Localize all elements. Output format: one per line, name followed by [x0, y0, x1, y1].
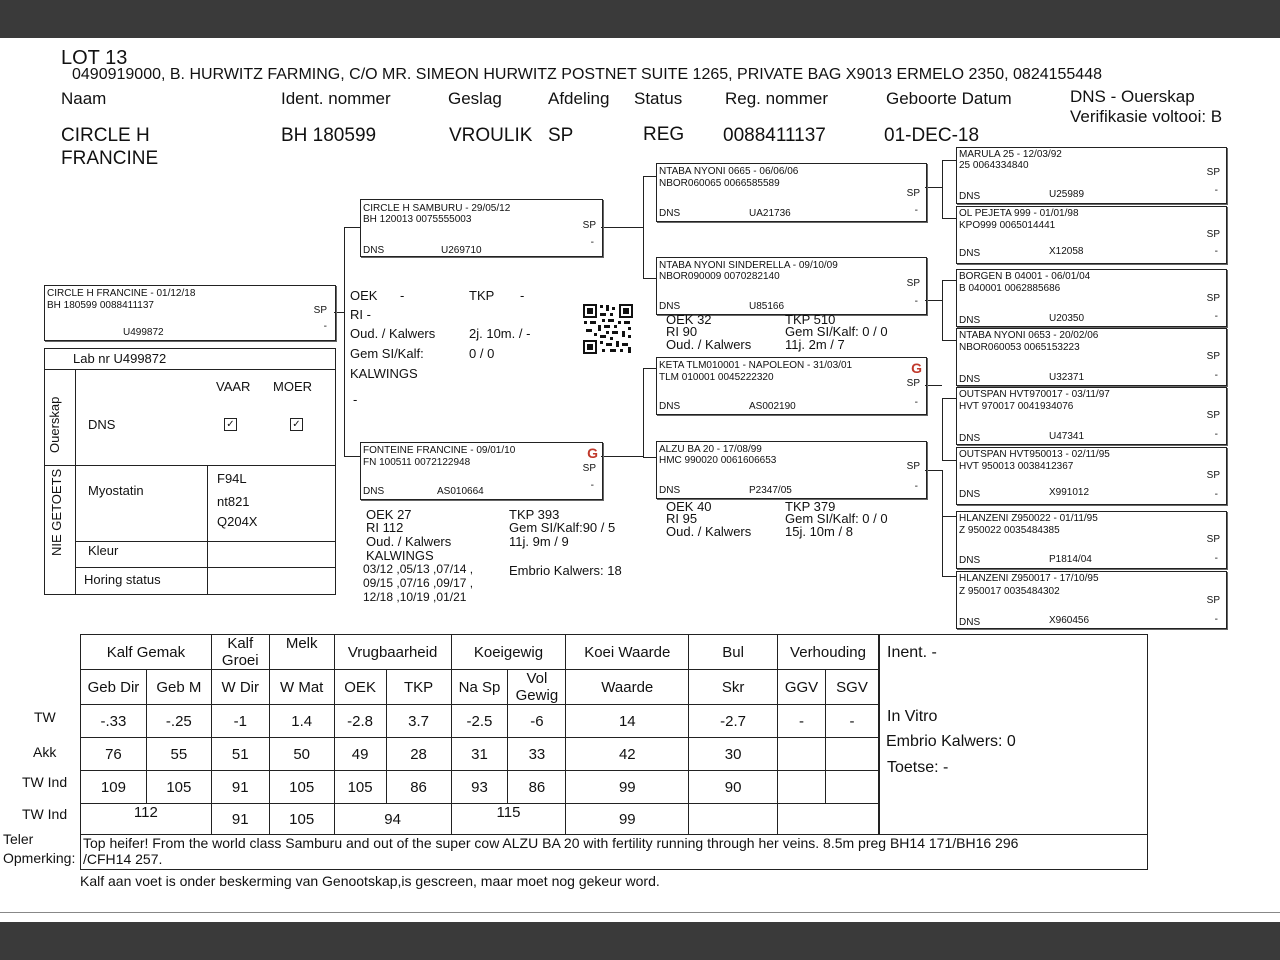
sd-dns: DNS: [659, 301, 681, 312]
table-cell: -2.7: [689, 705, 778, 738]
table-cell: 105: [269, 804, 334, 836]
table-cell: 28: [386, 738, 451, 771]
table-cell: 105: [146, 771, 211, 804]
reg-value: 0088411137: [723, 125, 826, 146]
dam-box: [360, 442, 603, 500]
dd-code: P2347/05: [749, 485, 792, 496]
group-koei-waarde: Koei Waarde: [566, 635, 689, 670]
table-cell: 105: [269, 771, 334, 804]
table-cell: -1: [211, 705, 269, 738]
dam-sire-box: [656, 357, 927, 415]
remarks-text-line2: /CFH14 257.: [83, 851, 163, 867]
dam-dns: DNS: [363, 486, 385, 497]
table-cell: 3.7: [386, 705, 451, 738]
myostatin-f94l: F94L: [217, 471, 247, 486]
dns-verification: Verifikasie voltooi: B: [1070, 107, 1223, 126]
dam-gem: Gem SI/Kalf:90 / 5: [509, 520, 616, 535]
inent-label: Inent. -: [887, 644, 937, 661]
table-cell: 91: [211, 804, 269, 836]
gg-dns: DNS: [959, 555, 981, 566]
gg-code: U32371: [1049, 372, 1085, 383]
sub-header: GGV: [778, 670, 826, 705]
table-cell: 76: [81, 738, 147, 771]
dd-dns: DNS: [659, 485, 681, 496]
ds-code: AS002190: [749, 401, 796, 412]
table-cell: 90: [689, 771, 778, 804]
table-cell: 33: [508, 738, 566, 771]
horing-status-label: Horing status: [84, 572, 161, 587]
table-cell: 115: [451, 804, 566, 836]
table-cell: 50: [269, 738, 334, 771]
sub-header: Waarde: [566, 670, 689, 705]
sd-id: NBOR090009 0070282140: [659, 271, 780, 282]
ped-line: [942, 516, 943, 576]
gg-title: HLANZENI Z950022 - 01/11/95: [959, 513, 1098, 524]
gg-dash: -: [1214, 246, 1218, 257]
gg-code: U47341: [1049, 431, 1085, 442]
sub-header: W Mat: [269, 670, 334, 705]
great-grandparent-box: [956, 571, 1227, 629]
table-cell: [689, 804, 778, 836]
gg-sp: SP: [1206, 595, 1220, 606]
dam-oek: OEK 27: [366, 507, 412, 522]
label-ident: Ident. nommer: [281, 89, 391, 108]
breeder-remarks-box: [80, 834, 1148, 870]
table-cell: 14: [566, 705, 689, 738]
table-cell: 31: [451, 738, 508, 771]
animal-oud-label: Oud. / Kalwers: [350, 326, 436, 341]
ident-value: BH 180599: [281, 125, 377, 146]
divider: [75, 567, 335, 568]
label-status: Status: [634, 89, 683, 108]
ped-line: [925, 187, 942, 188]
dd-ri: RI 95: [666, 511, 698, 526]
gg-dns: DNS: [959, 374, 981, 385]
dam-tkp: TKP 393: [509, 507, 560, 522]
divider: [45, 465, 335, 466]
table-cell: 112: [81, 804, 212, 836]
ped-line: [942, 160, 956, 161]
dam-calving-dates-3: 12/18 ,10/19 ,01/21: [363, 590, 467, 604]
table-cell: 99: [566, 771, 689, 804]
dd-oud-value: 15j. 10m / 8: [785, 524, 853, 539]
gg-title: OL PEJETA 999 - 01/01/98: [959, 208, 1079, 219]
animal-gem-label: Gem SI/Kalf:: [350, 346, 424, 361]
gg-sp: SP: [1206, 229, 1220, 240]
ped-line: [925, 300, 942, 301]
ped-line: [942, 280, 956, 281]
divider: [75, 369, 76, 594]
ss-dns: DNS: [659, 208, 681, 219]
dam-dash: -: [590, 480, 594, 491]
sd-ri: RI 90: [666, 324, 698, 339]
ds-dash: -: [914, 397, 918, 408]
group-melk: Melk: [269, 635, 334, 670]
gg-sp: SP: [1206, 351, 1220, 362]
gg-code: X960456: [1049, 615, 1090, 626]
gg-sp: SP: [1206, 167, 1220, 178]
gg-dns: DNS: [959, 191, 981, 202]
ped-line: [344, 456, 360, 457]
ds-id: TLM 010001 0045222320: [659, 372, 774, 383]
table-cell: [825, 771, 878, 804]
table-cell: -6: [508, 705, 566, 738]
dam-title: FONTEINE FRANCINE - 09/01/10: [363, 445, 516, 456]
lab-panel: [44, 348, 336, 595]
sd-sp: SP: [906, 278, 920, 289]
dd-dash: -: [914, 481, 918, 492]
footer-note: Kalf aan voet is onder beskerming van Genootskap,is gescreen, maar moet nog gekeur word.: [80, 873, 660, 889]
great-grandparent-box: [956, 147, 1227, 204]
label-geboorte: Geboorte Datum: [886, 89, 1012, 108]
sub-header: OEK: [334, 670, 386, 705]
sd-oud-value: 11j. 2m / 7: [785, 337, 845, 352]
ped-line: [344, 227, 345, 456]
label-afdeling: Afdeling: [548, 89, 610, 108]
gg-code: U20350: [1049, 313, 1085, 324]
dam-oud-value: 11j. 9m / 9: [509, 534, 569, 549]
table-cell: 51: [211, 738, 269, 771]
gg-title: OUTSPAN HVT950013 - 02/11/95: [959, 449, 1110, 460]
table-cell: [778, 804, 879, 836]
myostatin-q204x: Q204X: [217, 514, 258, 529]
gg-id: KPO999 0065014441: [959, 220, 1056, 231]
gg-title: OUTSPAN HVT970017 - 03/11/97: [959, 389, 1110, 400]
ped-line: [643, 457, 656, 458]
dam-embrio-kalwers: Embrio Kalwers: 18: [509, 563, 622, 578]
ss-title: NTABA NYONI 0665 - 06/06/06: [659, 166, 799, 177]
dam-oud-label: Oud. / Kalwers: [366, 534, 452, 549]
teler-label: Teler: [3, 831, 34, 847]
label-geslag: Geslag: [448, 89, 502, 108]
dam-calving-dates-1: 03/12 ,05/13 ,07/14 ,: [363, 562, 474, 576]
table-cell: 42: [566, 738, 689, 771]
ped-line: [942, 470, 943, 516]
table-cell: -2.8: [334, 705, 386, 738]
ped-line: [601, 456, 643, 457]
table-cell: -: [778, 705, 826, 738]
dd-gem: Gem SI/Kalf: 0 / 0: [785, 511, 888, 526]
great-grandparent-box: [956, 447, 1227, 505]
bottom-bar: [0, 922, 1280, 960]
table-row-tw-ind: [81, 771, 879, 804]
sire-code: U269710: [441, 245, 482, 256]
table-cell: 109: [81, 771, 147, 804]
row-label-tw-ind-2: TW Ind: [22, 806, 68, 822]
table-row-akk: [81, 738, 879, 771]
sub-header: Vol Gewig: [508, 670, 566, 705]
table-cell: 86: [508, 771, 566, 804]
table-cell: -: [825, 705, 878, 738]
animal-name-line2: FRANCINE: [61, 148, 159, 169]
sire-title: CIRCLE H SAMBURU - 29/05/12: [363, 203, 511, 214]
society-logo-icon: G: [587, 445, 598, 461]
dd-id: HMC 990020 0061606653: [659, 455, 777, 466]
gg-dash: -: [1214, 553, 1218, 564]
nie-getoets-vertical-label: NIE GETOETS: [49, 468, 64, 556]
ped-line: [344, 227, 360, 228]
gg-dash: -: [1214, 429, 1218, 440]
ped-line: [925, 470, 942, 471]
ped-line: [942, 398, 943, 460]
table-cell: 105: [334, 771, 386, 804]
divider: [75, 541, 335, 542]
divider: [45, 369, 335, 370]
dd-oek: OEK 40: [666, 499, 712, 514]
vaar-header: VAAR: [216, 379, 251, 394]
ped-line: [643, 368, 656, 369]
ped-line: [942, 280, 943, 340]
table-cell: [778, 771, 826, 804]
gg-dash: -: [1214, 370, 1218, 381]
dam-id: FN 100511 0072122948: [363, 457, 471, 468]
dam-kalwings-label: KALWINGS: [366, 548, 434, 563]
ds-sp: SP: [906, 378, 920, 389]
sd-oud-label: Oud. / Kalwers: [666, 337, 752, 352]
animal-title: CIRCLE H FRANCINE - 01/12/18: [47, 288, 196, 299]
gg-dash: -: [1214, 311, 1218, 322]
sd-title: NTABA NYONI SINDERELLA - 09/10/09: [659, 260, 838, 271]
table-cell: 49: [334, 738, 386, 771]
ped-line: [942, 398, 956, 399]
row-label-akk: Akk: [33, 744, 57, 760]
gg-title: BORGEN B 04001 - 06/01/04: [959, 271, 1091, 282]
lab-number: Lab nr U499872: [73, 351, 167, 366]
sub-header: Skr: [689, 670, 778, 705]
sub-header: Na Sp: [451, 670, 508, 705]
animal-name-line1: CIRCLE H: [61, 125, 150, 146]
gg-id: NBOR060053 0065153223: [959, 342, 1080, 353]
table-cell: 91: [211, 771, 269, 804]
table-cell: [825, 738, 878, 771]
bottom-divider: [0, 912, 1280, 913]
sub-header: W Dir: [211, 670, 269, 705]
divider: [207, 465, 208, 594]
society-logo-icon: G: [911, 360, 922, 376]
gg-sp: SP: [1206, 293, 1220, 304]
table-cell: -.25: [146, 705, 211, 738]
toetse-label: Toetse: -: [887, 759, 949, 776]
sire-dam-box: [656, 257, 927, 315]
gg-code: X991012: [1049, 487, 1090, 498]
group-verhouding: Verhouding: [778, 635, 879, 670]
ped-line: [942, 340, 956, 341]
great-grandparent-box: [956, 387, 1227, 445]
ped-line: [925, 385, 942, 386]
animal-oud-value: 2j. 10m. / -: [469, 326, 531, 341]
gg-id: B 040001 0062885686: [959, 283, 1061, 294]
sire-sp: SP: [582, 220, 596, 231]
table-row-tw-ind-grouped: [81, 804, 879, 836]
animal-tkp-label: TKP: [469, 288, 495, 303]
opmerking-label: Opmerking:: [3, 850, 76, 866]
ped-line: [643, 278, 656, 279]
table-cell: 93: [451, 771, 508, 804]
dns-ouerskap-title: DNS - Ouerskap: [1070, 87, 1195, 106]
great-grandparent-box: [956, 328, 1227, 386]
animal-kalwings-value: -: [353, 392, 358, 407]
dam-dam-box: [656, 441, 927, 499]
ped-line: [942, 160, 943, 218]
animal-tkp-value: -: [520, 288, 525, 303]
gg-id: Z 950022 0035484385: [959, 525, 1060, 536]
sub-header: Geb Dir: [81, 670, 147, 705]
lot-number: LOT 13: [61, 47, 128, 69]
dam-code: AS010664: [437, 486, 484, 497]
in-vitro-label: In Vitro: [887, 708, 938, 725]
myostatin-label: Myostatin: [88, 483, 144, 498]
embrio-kalwers-label: Embrio Kalwers: 0: [886, 733, 1016, 750]
sire-dash: -: [590, 237, 594, 248]
animal-pedigree-box: [44, 285, 336, 341]
gg-sp: SP: [1206, 534, 1220, 545]
gg-dns: DNS: [959, 489, 981, 500]
gg-dns: DNS: [959, 433, 981, 444]
dam-sp: SP: [582, 463, 596, 474]
gg-dns: DNS: [959, 617, 981, 628]
great-grandparent-box: [956, 269, 1227, 327]
animal-ri: RI -: [350, 307, 371, 322]
gg-id: Z 950017 0035484302: [959, 586, 1060, 597]
ds-dns: DNS: [659, 401, 681, 412]
moer-checkbox: ✓: [290, 418, 303, 431]
dam-ri: RI 112: [366, 520, 404, 535]
myostatin-nt821: nt821: [217, 494, 250, 509]
dd-sp: SP: [906, 461, 920, 472]
ds-title: KETA TLM010001 - NAPOLEON - 31/03/01: [659, 360, 853, 371]
table-cell: 30: [689, 738, 778, 771]
ped-line: [942, 516, 956, 517]
group-kalf-groei: Kalf Groei: [211, 635, 269, 670]
table-cell: 99: [566, 804, 689, 836]
status-value: REG: [643, 124, 685, 145]
gg-sp: SP: [1206, 410, 1220, 421]
table-row-tw: [81, 705, 879, 738]
gg-dash: -: [1214, 489, 1218, 500]
afdeling-value: SP: [548, 125, 574, 146]
sire-id: BH 120013 0075555003: [363, 214, 472, 225]
gg-id: 25 0064334840: [959, 160, 1029, 171]
sire-dns: DNS: [363, 245, 385, 256]
group-vrugbaarheid: Vrugbaarheid: [334, 635, 451, 670]
animal-sp: SP: [313, 305, 327, 316]
gg-id: HVT 970017 0041934076: [959, 401, 1074, 412]
sire-sire-box: [656, 163, 927, 222]
gg-dns: DNS: [959, 248, 981, 259]
gg-id: HVT 950013 0038412367: [959, 461, 1074, 472]
vaar-checkbox: ✓: [224, 418, 237, 431]
table-cell: 94: [334, 804, 451, 836]
ouerskap-vertical-label: Ouerskap: [47, 396, 62, 453]
animal-oek-value: -: [400, 288, 405, 303]
ped-line: [942, 460, 956, 461]
table-cell: 55: [146, 738, 211, 771]
birth-date-value: 01-DEC-18: [884, 125, 980, 146]
group-bul: Bul: [689, 635, 778, 670]
ped-line: [643, 368, 644, 457]
gg-title: HLANZENI Z950017 - 17/10/95: [959, 573, 1099, 584]
gg-dns: DNS: [959, 315, 981, 326]
ped-line: [643, 176, 656, 177]
sire-box: [360, 199, 603, 257]
animal-dash: -: [323, 321, 327, 332]
qr-code-icon: [582, 303, 634, 355]
animal-id: BH 180599 0088411137: [47, 300, 154, 311]
animal-kalwings-label: KALWINGS: [350, 366, 418, 381]
sub-header: SGV: [825, 670, 878, 705]
sd-tkp: TKP 510: [785, 312, 836, 327]
label-reg: Reg. nommer: [725, 89, 828, 108]
animal-oek-label: OEK: [350, 288, 378, 303]
row-label-tw: TW: [34, 709, 56, 725]
gg-title: MARULA 25 - 12/03/92: [959, 149, 1062, 160]
dd-title: ALZU BA 20 - 17/08/99: [659, 444, 762, 455]
ss-id: NBOR060065 0066585589: [659, 178, 780, 189]
group-kalf-gemak: Kalf Gemak: [81, 635, 212, 670]
ebv-table: [80, 634, 879, 836]
table-cell: -.33: [81, 705, 147, 738]
sd-oek: OEK 32: [666, 312, 712, 327]
table-cell: -2.5: [451, 705, 508, 738]
owner-line: 0490919000, B. HURWITZ FARMING, C/O MR. SIMEON HURWITZ POSTNET SUITE 1265, PRIVATE BAG X9013 ERMELO 2350, 0824155448: [72, 66, 1102, 83]
sub-header: TKP: [386, 670, 451, 705]
kleur-label: Kleur: [88, 543, 119, 558]
dns-test-label: DNS: [88, 417, 116, 432]
great-grandparent-box: [956, 206, 1227, 264]
ss-sp: SP: [906, 188, 920, 199]
animal-gem-value: 0 / 0: [469, 346, 495, 361]
table-cell: 1.4: [269, 705, 334, 738]
reproduction-side-panel: [879, 634, 1148, 836]
ss-code: UA21736: [749, 208, 791, 219]
dd-tkp: TKP 379: [785, 499, 836, 514]
gg-code: P1814/04: [1049, 554, 1092, 565]
dd-oud-label: Oud. / Kalwers: [666, 524, 752, 539]
ped-line: [942, 576, 956, 577]
gg-code: U25989: [1049, 189, 1085, 200]
table-cell: [778, 738, 826, 771]
gg-title: NTABA NYONI 0653 - 20/02/06: [959, 330, 1099, 341]
gg-dash: -: [1214, 614, 1218, 625]
ped-line: [643, 176, 644, 278]
group-koeigewig: Koeigewig: [451, 635, 566, 670]
animal-code: U499872: [123, 327, 164, 338]
top-bar: [0, 0, 1280, 38]
gg-code: X12058: [1049, 246, 1084, 257]
sd-gem: Gem SI/Kalf: 0 / 0: [785, 324, 888, 339]
moer-header: MOER: [273, 379, 312, 394]
sd-code: U85166: [749, 301, 785, 312]
ped-line: [601, 227, 643, 228]
gg-dash: -: [1214, 185, 1218, 196]
great-grandparent-box: [956, 511, 1227, 569]
label-naam: Naam: [61, 89, 107, 108]
sub-header: Geb M: [146, 670, 211, 705]
gg-sp: SP: [1206, 470, 1220, 481]
table-cell: 86: [386, 771, 451, 804]
sd-dash: -: [914, 296, 918, 307]
ss-dash: -: [914, 205, 918, 216]
geslag-value: VROULIK: [449, 125, 533, 146]
remarks-text-line1: Top heifer! From the world class Samburu and out of the super cow ALZU BA 20 with fertility running through her veins. 8.5m preg BH14 171/BH16 296: [83, 835, 1019, 851]
row-label-tw-ind: TW Ind: [22, 774, 68, 790]
ped-line: [942, 218, 956, 219]
dam-calving-dates-2: 09/15 ,07/16 ,09/17 ,: [363, 576, 474, 590]
